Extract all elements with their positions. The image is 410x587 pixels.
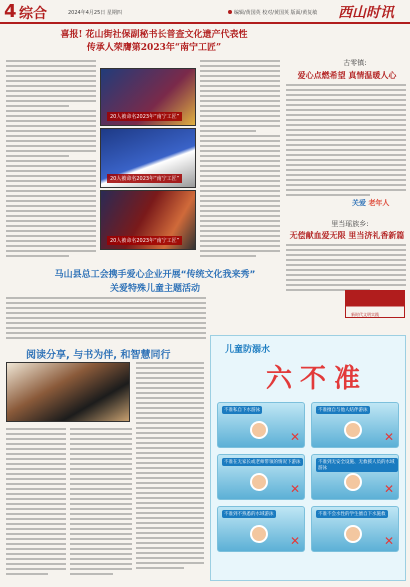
prohibited-icon: ✕ [383,482,394,496]
award-photo-2 [100,128,196,188]
right-body-1 [286,84,406,199]
photo-caption: 20人被命名2023年“南宁工匠” [107,236,182,245]
editor-credits: 编辑/黄国英 校对/黄国英 版面/黄复敏 [234,10,318,16]
badge-accent: 老年人 [368,199,390,207]
paper-logo: 西山时讯 [338,5,394,21]
headline-line-2: 传承人荣膺第2023年“南宁工匠” [86,43,222,53]
reading-body-2 [70,428,132,578]
middle-body [6,297,206,342]
care-badge [352,198,389,208]
child-figure-icon [250,525,268,543]
prohibited-icon: ✕ [289,534,300,548]
child-figure-icon [344,525,362,543]
page-number: 4 [4,1,17,22]
rule-label: 不准私自下水游泳 [224,408,260,413]
flag-label: 新时代文明实践 [351,312,379,317]
headline-line-1: 喜报! 花山街社保副秘书长普查文化遗产代表性 [60,30,248,40]
photo-caption: 20人被命名2023年“南宁工匠” [107,112,182,121]
section-title: 综合 [19,6,47,22]
rule-label: 不准不会水性的学生擅自下水施救 [318,512,386,517]
rule-label: 不准擅自与他人结伴游泳 [318,408,368,413]
middle-subheadline: 关爱特殊儿童主题活动 [109,284,200,294]
award-photo-3 [100,190,196,250]
photo-caption: 20人被命名2023年“南宁工匠” [107,174,182,183]
middle-headline: 马山县总工会携手爱心企业开展“传统文化我来秀” [54,270,256,280]
reading-body-1 [6,428,66,578]
prohibited-icon: ✕ [383,430,394,444]
right-headline-1: 爱心点燃希望 真情温暖人心 [297,70,397,80]
poster-subtitle: 儿童防溺水 [225,345,271,355]
body-column-1 [6,60,96,260]
masthead [0,0,410,24]
bullet-icon [228,10,232,14]
badge-label: 关爱 [352,199,366,207]
body-column-2 [200,60,280,260]
rule-label: 不准在无家长或老师带领的情况下游泳 [224,460,301,465]
rule-card [217,506,305,552]
poster-title: 六不准 [266,364,369,394]
top-article-headline [30,29,278,55]
town-name-1: 古零镇: [343,59,367,67]
rule-card [217,454,305,500]
issue-date: 2024年4月25日 星期四 [68,10,122,16]
child-figure-icon [344,421,362,439]
rule-card [217,402,305,448]
right-headline-2: 无偿献血爱无限 里当济礼香新篇 [289,230,405,240]
rule-label: 不准到无安全设施、无救援人员的水域游泳 [316,458,398,472]
town-name-2: 里当瑶族乡: [331,220,369,228]
child-figure-icon [344,473,362,491]
child-figure-icon [250,473,268,491]
rule-card [311,454,399,500]
rule-card [311,506,399,552]
reading-body-3 [136,362,204,572]
rule-card [311,402,399,448]
award-photo-1 [100,68,196,126]
child-figure-icon [250,421,268,439]
reading-event-photo [6,362,130,422]
drowning-prevention-poster [210,335,406,581]
prohibited-icon: ✕ [289,430,300,444]
right-body-2 [286,244,406,294]
prohibited-icon: ✕ [383,534,394,548]
prohibited-icon: ✕ [289,482,300,496]
reading-headline: 阅读分享, 与书为伴, 和智慧同行 [26,350,171,361]
rule-label: 不准到不熟悉的水域游泳 [224,512,274,517]
